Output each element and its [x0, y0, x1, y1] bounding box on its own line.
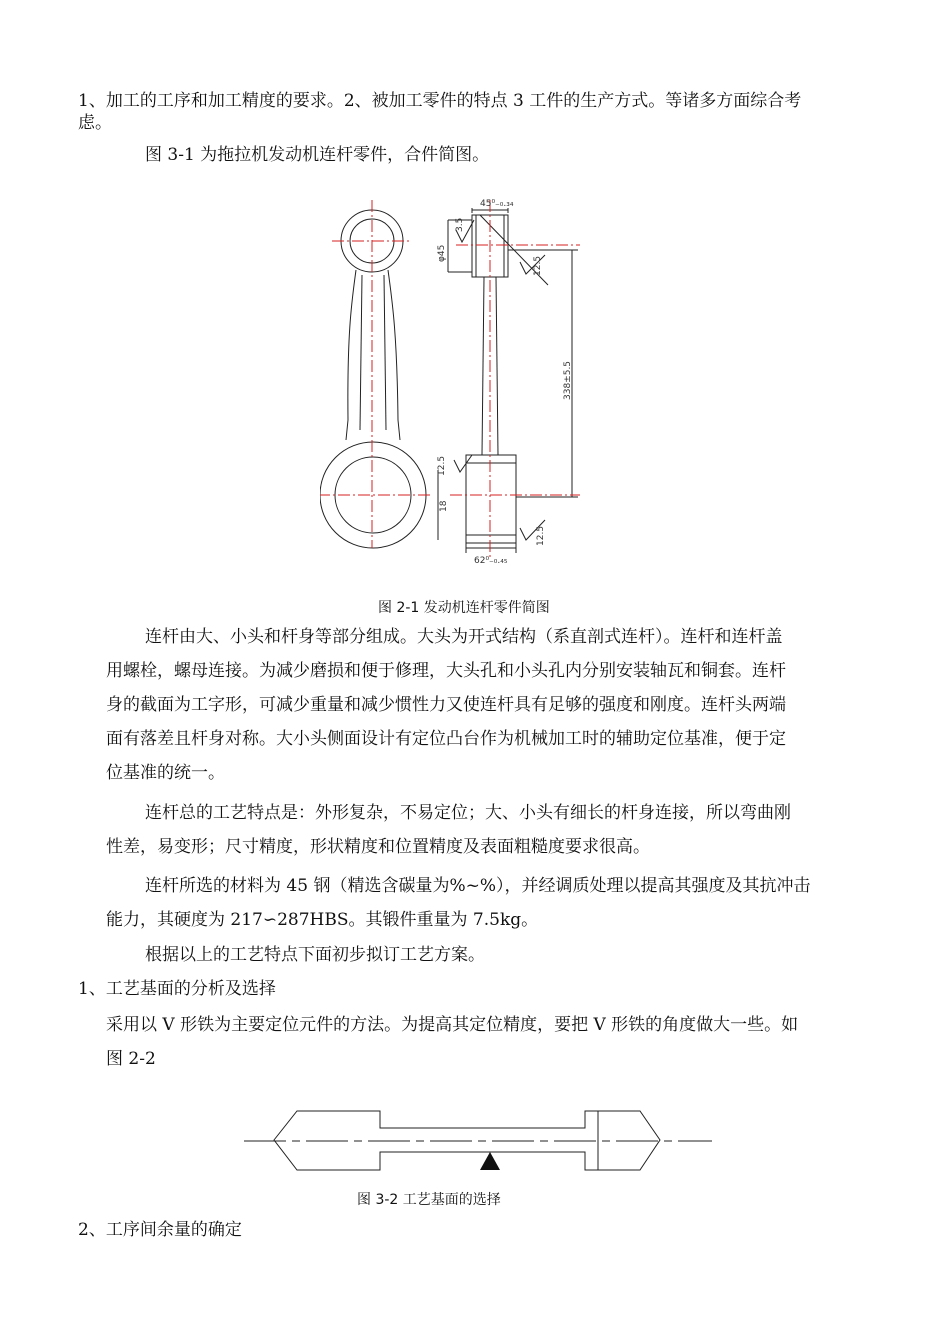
connecting-rod-figure — [320, 190, 640, 570]
para5-line-2: 图 2-2 — [106, 1049, 156, 1069]
para5-line-1: 采用以 V 形铁为主要定位元件的方法。为提高其定位精度，要把 V 形铁的角度做大一些。如 — [106, 1015, 799, 1035]
para3-line-2: 能力，其硬度为 217∽287HBS。其锻件重量为 7.5kg。 — [106, 910, 539, 930]
dim-small-bore: φ45 — [437, 244, 447, 262]
figure1-caption: 图 2-1 发动机连杆零件简图 — [378, 600, 550, 616]
intro-line-1: 1、加工的工序和加工精度的要求。2、被加工零件的特点 3 工件的生产方式。等诸多方面综合考 — [78, 91, 802, 111]
side-big-end — [466, 455, 516, 543]
para1-line-4: 面有落差且杆身对称。大小头侧面设计有定位凸台作为机械加工时的辅助定位基准，便于定 — [106, 729, 786, 749]
shank-left-edge — [346, 270, 356, 440]
para3-line-1: 连杆所选的材料为 45 钢（精选含碳量为%~%），并经调质处理以提高其强度及其抗冲击 — [145, 876, 811, 896]
datum-selection-figure — [240, 1105, 720, 1185]
para2-line-1: 连杆总的工艺特点是：外形复杂，不易定位；大、小头有细长的杆身连接，所以弯曲刚 — [145, 803, 791, 823]
shank-inner-right — [384, 275, 386, 430]
roughness-small-left: 3.5 — [455, 217, 465, 232]
para1-line-5: 位基准的统一。 — [106, 763, 225, 783]
shank-right-edge — [388, 270, 400, 440]
dim-bottom-width: 62⁰₋₀.₄₅ — [474, 556, 508, 566]
figure2-caption: 图 3-2 工艺基面的选择 — [357, 1192, 501, 1208]
para4: 根据以上的工艺特点下面初步拟订工艺方案。 — [145, 945, 485, 965]
shank-inner-left — [360, 275, 362, 430]
section-heading-1: 1、工艺基面的分析及选择 — [78, 979, 276, 999]
para1-line-2: 用螺栓，螺母连接。为减少磨损和便于修理，大头孔和小头孔内分别安装轴瓦和铜套。连杆 — [106, 661, 786, 681]
dim-top-width: 45⁰₋₀.₃₄ — [480, 199, 514, 209]
para2-line-2: 性差，易变形；尺寸精度，形状精度和位置精度及表面粗糙度要求很高。 — [106, 837, 650, 857]
intro-line-3: 图 3-1 为拖拉机发动机连杆零件，合件简图。 — [145, 145, 490, 165]
dim-center-distance: 338±5.5 — [563, 360, 573, 400]
para1-line-1: 连杆由大、小头和杆身等部分组成。大头为开式结构（系直剖式连杆）。连杆和连杆盖 — [145, 627, 783, 647]
section-heading-2: 2、工序间余量的确定 — [78, 1220, 242, 1240]
dim-big-left: 18 — [439, 500, 449, 512]
roughness-big-bottom: 12.5 — [536, 525, 546, 546]
intro-line-2: 虑。 — [78, 113, 112, 133]
roughness-big-left: 12.5 — [437, 455, 447, 476]
para1-line-3: 身的截面为工字形，可减少重量和减少惯性力又使连杆具有足够的强度和刚度。连杆头两端 — [106, 695, 786, 715]
v-block-locator-icon — [480, 1152, 500, 1170]
roughness-small-right: 12.5 — [533, 255, 543, 276]
